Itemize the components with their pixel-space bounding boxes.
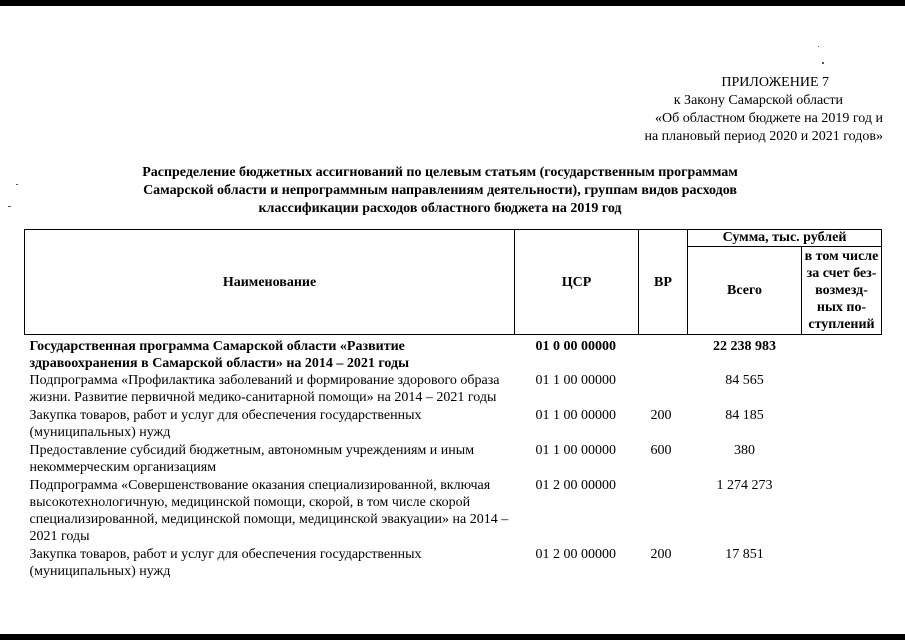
row-total: 22 238 983: [713, 339, 776, 354]
row-free: [802, 442, 882, 477]
row-name: Закупка товаров, работ и услуг для обеспечения государственных (муниципальных) нужд: [29, 408, 422, 440]
table-row: [25, 546, 882, 581]
row-vr: [639, 372, 688, 407]
row-free: [802, 335, 882, 373]
header-vr: ВР: [639, 230, 688, 335]
row-total: 84 185: [725, 408, 764, 423]
appendix-law: к Закону Самарской области: [673, 93, 843, 108]
appendix-line: «Об областном бюджете на 2019 год и: [655, 111, 883, 126]
row-name: Подпрограмма «Совершенствование оказания специализированной, включая высокотехнологичную, медицинской помощи, скорой, в том числе скорой специализированной, медицинской помощи, медицинской эвакуации» на 2014 – 2021 годы: [29, 478, 509, 544]
heading-line: Распределение бюджетных ассигнований по целевым статьям (государственным программам: [142, 165, 738, 180]
appendix-line: на плановый период 2020 и 2021 годов»: [644, 129, 883, 144]
scan-speck: [8, 206, 11, 207]
header-name: Наименование: [25, 230, 515, 335]
row-vr: [639, 335, 688, 373]
header-free: [802, 247, 882, 335]
row-total: 17 851: [725, 547, 764, 562]
table-row: [25, 407, 882, 442]
table-row: [25, 335, 882, 373]
header-free-line: ных по-: [816, 300, 867, 315]
header-sum: Сумма, тыс. рублей: [688, 230, 882, 247]
header-total: Всего: [688, 247, 802, 335]
row-name: Государственная программа Самарской области «Развитие здравоохранения в Самарской области» на 2014 – 2021 годы: [25, 335, 515, 373]
heading-line: классификации расходов областного бюджета на 2019 год: [258, 201, 622, 216]
heading-line: Самарской области и непрограммным направлениям деятельности), группам видов расходов: [143, 183, 737, 198]
row-total: 84 565: [725, 373, 764, 388]
header-free-line: возмезд-: [815, 283, 868, 298]
document-heading: [100, 164, 780, 218]
row-free: [802, 477, 882, 546]
row-csr: 01 1 00 00000: [535, 373, 616, 388]
appendix-title: ПРИЛОЖЕНИЕ 7: [721, 75, 829, 90]
row-vr: 600: [650, 443, 672, 458]
row-vr: 200: [650, 408, 672, 423]
header-free-line: за счет без-: [806, 266, 877, 281]
row-vr: 200: [650, 547, 672, 562]
row-total: 1 274 273: [716, 478, 773, 493]
table-row: [25, 442, 882, 477]
row-vr: [639, 477, 688, 546]
row-csr: 01 0 00 00000: [535, 339, 616, 354]
scan-speck: [16, 184, 18, 185]
appendix-block: [644, 74, 883, 146]
row-csr: 01 1 00 00000: [535, 443, 616, 458]
header-csr: ЦСР: [515, 230, 639, 335]
scan-border-bottom: [0, 634, 905, 640]
row-name: Предоставление субсидий бюджетным, автономным учреждениям и иным некоммерческим организациям: [29, 443, 475, 475]
table-row: [25, 477, 882, 546]
row-csr: 01 2 00 00000: [535, 547, 616, 562]
scan-speck: [818, 46, 819, 47]
row-total: 380: [734, 443, 755, 458]
row-free: [802, 372, 882, 407]
budget-table: [24, 229, 882, 581]
row-name: Подпрограмма «Профилактика заболеваний и формирование здорового образа жизни. Развитие первичной медико-санитарной помощи» на 2014 – 2021 годы: [29, 373, 500, 405]
row-name: Закупка товаров, работ и услуг для обеспечения государственных (муниципальных) нужд: [29, 547, 422, 579]
scan-border-top: [0, 0, 905, 6]
row-free: [802, 407, 882, 442]
row-csr: 01 1 00 00000: [535, 408, 616, 423]
header-free-line: ступлений: [808, 317, 875, 332]
header-free-line: в том числе: [804, 249, 879, 264]
scan-speck: [822, 62, 824, 64]
row-csr: 01 2 00 00000: [535, 478, 616, 493]
table-row: [25, 372, 882, 407]
row-free: [802, 546, 882, 581]
